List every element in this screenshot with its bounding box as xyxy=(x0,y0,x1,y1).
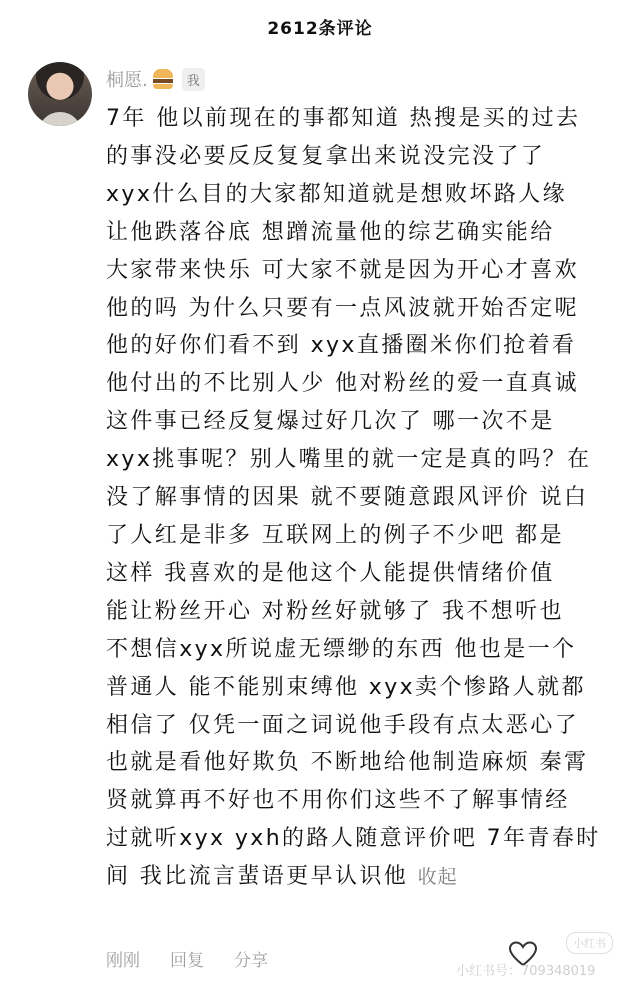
avatar-shirt xyxy=(38,112,82,126)
comment-count-title: 2612条评论 xyxy=(267,19,373,39)
burger-emoji-icon xyxy=(152,68,174,90)
comment-line: 贤就算再不好也不用你们这些不了解事情经 xyxy=(106,788,570,814)
watermark-text: 小红书号：709348019 xyxy=(456,964,596,979)
comment-line: 他的吗 为什么只要有一点风波就开始否定呢 xyxy=(106,295,579,321)
comment-line: 的事没必要反反复复拿出来说没完没了了 xyxy=(106,143,546,169)
comment-line: 大家带来快乐 可大家不就是因为开心才喜欢 xyxy=(106,257,579,283)
comment-line: 没了解事情的因果 就不要随意跟风评价 说白 xyxy=(106,485,589,511)
self-badge: 我 xyxy=(182,68,205,91)
username[interactable]: 桐愿. xyxy=(106,70,148,91)
comment-line: 7年 他以前现在的事都知道 热搜是买的过去 xyxy=(106,106,581,131)
comment-line: 过就听xyx yxh的路人随意评价吧 7年青春时 xyxy=(106,826,601,852)
comment-line: 他的好你们看不到 xyx直播圈米你们抢着看 xyxy=(106,333,577,359)
comment-time: 刚刚 xyxy=(106,951,140,971)
comment-line: 让他跌落谷底 想蹭流量他的综艺确实能给 xyxy=(106,219,555,245)
avatar[interactable] xyxy=(28,62,92,126)
comment-last-line xyxy=(106,858,621,897)
comment-line: 也就是看他好欺负 不断地给他制造麻烦 秦霄 xyxy=(106,750,589,776)
comment-line: 相信了 仅凭一面之词说他手段有点太恶心了 xyxy=(106,712,579,738)
comment-line: 不想信xyx所说虚无缥缈的东西 他也是一个 xyxy=(106,636,577,662)
comment-line: xyx什么目的大家都知道就是想败坏路人缘 xyxy=(106,181,568,207)
comment-last-line-text: 间 我比流言蜚语更早认识他 xyxy=(106,864,409,890)
collapse-link[interactable]: 收起 xyxy=(417,866,458,889)
reply-button[interactable]: 回复 xyxy=(170,951,204,971)
comment-footer xyxy=(106,946,268,971)
share-button[interactable]: 分享 xyxy=(234,951,268,971)
watermark-logo: 小红书 xyxy=(566,932,613,954)
comment-line: 能让粉丝开心 对粉丝好就够了 我不想听也 xyxy=(106,598,564,624)
comment-line: 了人红是非多 互联网上的例子不少吧 都是 xyxy=(106,522,564,548)
comment-text xyxy=(106,100,621,897)
comment-line: 这样 我喜欢的是他这个人能提供情绪价值 xyxy=(106,560,555,586)
comment-line: xyx挑事呢？别人嘴里的就一定是真的吗？在 xyxy=(106,447,592,473)
comment-line: 普通人 能不能别束缚他 xyx卖个惨路人就都 xyxy=(106,674,586,700)
comment-line: 他付出的不比别人少 他对粉丝的爱一直真诚 xyxy=(106,371,579,397)
comment-line: 这件事已经反复爆过好几次了 哪一次不是 xyxy=(106,409,555,435)
comment-author-row xyxy=(106,66,205,92)
